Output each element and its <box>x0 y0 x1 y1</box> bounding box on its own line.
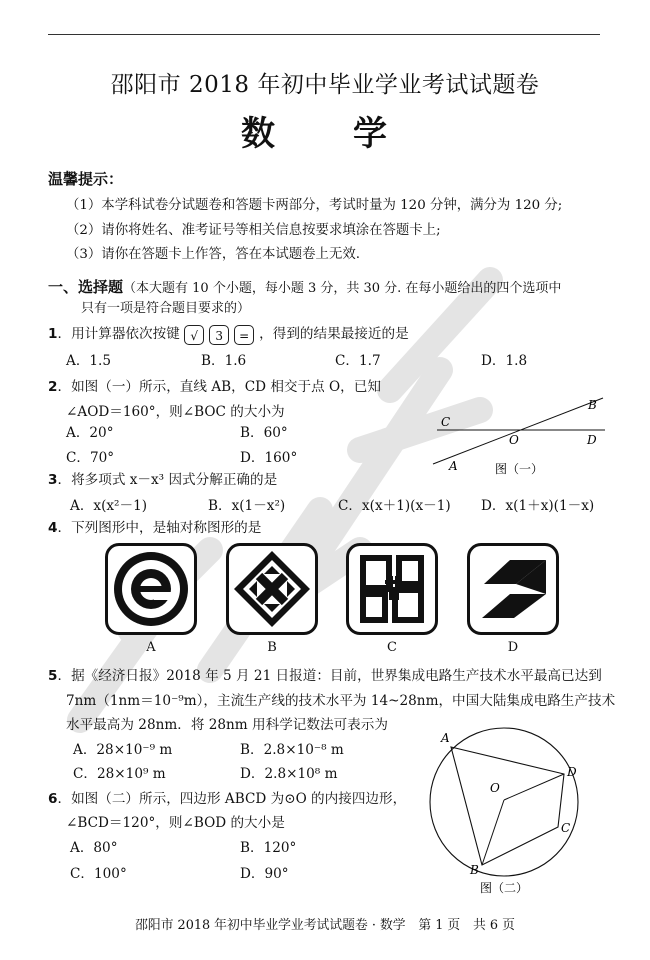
q5-option-d: D．2.8×10⁸ m <box>240 766 338 782</box>
q5-stem-line2: 7nm（1nm＝10⁻⁹m），主流生产线的技术水平为 14~28nm，中国大陆集成电路生产技术 <box>66 693 616 709</box>
label-a: A <box>441 731 450 745</box>
logo-a-e-icon <box>105 543 197 635</box>
question-stem: 下列图形中，是轴对称图形的是 <box>71 520 262 536</box>
label-o: O <box>509 433 519 447</box>
label-b: B <box>470 863 479 877</box>
question-number: 1 <box>48 326 58 342</box>
question-3: 3．将多项式 x－x³ 因式分解正确的是 <box>48 472 278 488</box>
question-2: 2．如图（一）所示，直线 AB，CD 相交于点 O，已知 <box>48 379 381 395</box>
q2-option-c: C．70° <box>66 450 115 466</box>
figure-2-inscribed-quadrilateral <box>424 722 594 902</box>
q5-stem-line3: 水平最高为 28nm．将 28nm 用科学记数法可表示为 <box>66 717 388 733</box>
caption-c: C <box>387 640 397 655</box>
section-note-2: 只有一项是符合题目要求的） <box>81 301 251 316</box>
sqrt-key-icon: √ <box>184 325 204 345</box>
subject-title: 数 学 <box>241 114 409 154</box>
label-c: C <box>561 821 571 835</box>
hint-item-3: （3）请你在答题卡上作答，答在本试题卷上无效. <box>66 247 360 262</box>
caption-a: A <box>146 640 156 655</box>
figure-1-caption: 图（一） <box>495 462 544 476</box>
q6-option-b: B．120° <box>240 840 297 856</box>
q6-option-a: A．80° <box>70 840 118 856</box>
q1-option-a: A．1.5 <box>66 353 112 369</box>
logo-b-arrows-icon <box>226 543 318 635</box>
q6-option-c: C．100° <box>70 866 127 882</box>
question-number: 3 <box>48 472 58 488</box>
question-stem: 如图（二）所示，四边形 ABCD 为⊙O 的内接四边形， <box>71 791 407 807</box>
q1-option-b: B．1.6 <box>201 353 247 369</box>
q3-option-c: C．x(x＋1)(x－1) <box>338 498 451 514</box>
question-stem: 据《经济日报》2018 年 5 月 21 日报道：目前，世界集成电路生产技术水平最高已达到 <box>71 668 602 684</box>
logo-d-chevron-icon <box>467 543 559 635</box>
hint-item-1: （1）本学科试卷分试题卷和答题卡两部分，考试时量为 120 分钟，满分为 120 分; <box>66 198 563 213</box>
question-stem: 将多项式 x－x³ 因式分解正确的是 <box>71 472 278 488</box>
question-4: 4．下列图形中，是轴对称图形的是 <box>48 520 262 536</box>
section-title: 一、选择题 <box>48 278 124 296</box>
q1-option-c: C．1.7 <box>335 353 381 369</box>
question-5: 5．据《经济日报》2018 年 5 月 21 日报道：目前，世界集成电路生产技术水平最高已达到 <box>48 668 602 684</box>
question-stem: 用计算器依次按键 <box>71 326 180 342</box>
q5-option-b: B．2.8×10⁻⁸ m <box>240 742 344 758</box>
three-key: 3 <box>209 325 229 345</box>
q3-option-a: A．x(x²－1) <box>70 498 148 514</box>
q3-option-b: B．x(1－x²) <box>208 498 286 514</box>
question-stem-tail: ，得到的结果最接近的是 <box>259 326 409 342</box>
question-number: 5 <box>48 668 58 684</box>
q6-stem-line2: ∠BCD＝120°，则∠BOD 的大小是 <box>66 815 285 831</box>
q5-option-a: A．28×10⁻⁹ m <box>73 742 173 758</box>
figure-2-caption: 图（二） <box>480 881 529 895</box>
question-number: 2 <box>48 379 58 395</box>
page-footer: 邵阳市 2018 年初中毕业学业考试试题卷 · 数学 第 1 页 共 6 页 <box>135 918 515 933</box>
question-6: 6．如图（二）所示，四边形 ABCD 为⊙O 的内接四边形， <box>48 791 407 807</box>
q5-option-c: C．28×10⁹ m <box>73 766 166 782</box>
label-c: C <box>441 415 451 429</box>
question-number: 4 <box>48 520 58 536</box>
question-number: 6 <box>48 791 58 807</box>
q2-option-d: D．160° <box>240 450 298 466</box>
label-b: B <box>588 398 597 412</box>
label-a: A <box>449 459 458 473</box>
top-rule <box>48 34 600 35</box>
figure-1-intersecting-lines <box>425 392 610 480</box>
exam-title: 邵阳市 2018 年初中毕业学业考试试题卷 <box>110 72 540 98</box>
section-heading <box>48 276 561 297</box>
equals-key: = <box>234 325 254 345</box>
hint-heading: 温馨提示： <box>48 170 124 188</box>
caption-b: B <box>267 640 277 655</box>
q1-option-d: D．1.8 <box>481 353 528 369</box>
label-d: D <box>587 433 597 447</box>
label-d: D <box>567 765 577 779</box>
section-note-1: （本大题有 10 个小题，每小题 3 分，共 30 分. 在每小题给出的四个选项中 <box>123 281 562 296</box>
hint-item-2: （2）请你将姓名、准考证号等相关信息按要求填涂在答题卡上; <box>66 223 441 238</box>
q2-stem-line2: ∠AOD＝160°，则∠BOC 的大小为 <box>66 404 285 420</box>
question-stem: 如图（一）所示，直线 AB，CD 相交于点 O，已知 <box>71 379 381 395</box>
q6-option-d: D．90° <box>240 866 289 882</box>
question-1: 1．用计算器依次按键 √ 3 = ，得到的结果最接近的是 <box>48 326 409 343</box>
q2-option-b: B．60° <box>240 425 288 441</box>
label-o: O <box>490 781 500 795</box>
q2-option-a: A．20° <box>66 425 114 441</box>
q3-option-d: D．x(1＋x)(1－x) <box>481 498 595 514</box>
logo-c-knot-icon <box>346 543 438 635</box>
caption-d: D <box>507 640 519 655</box>
